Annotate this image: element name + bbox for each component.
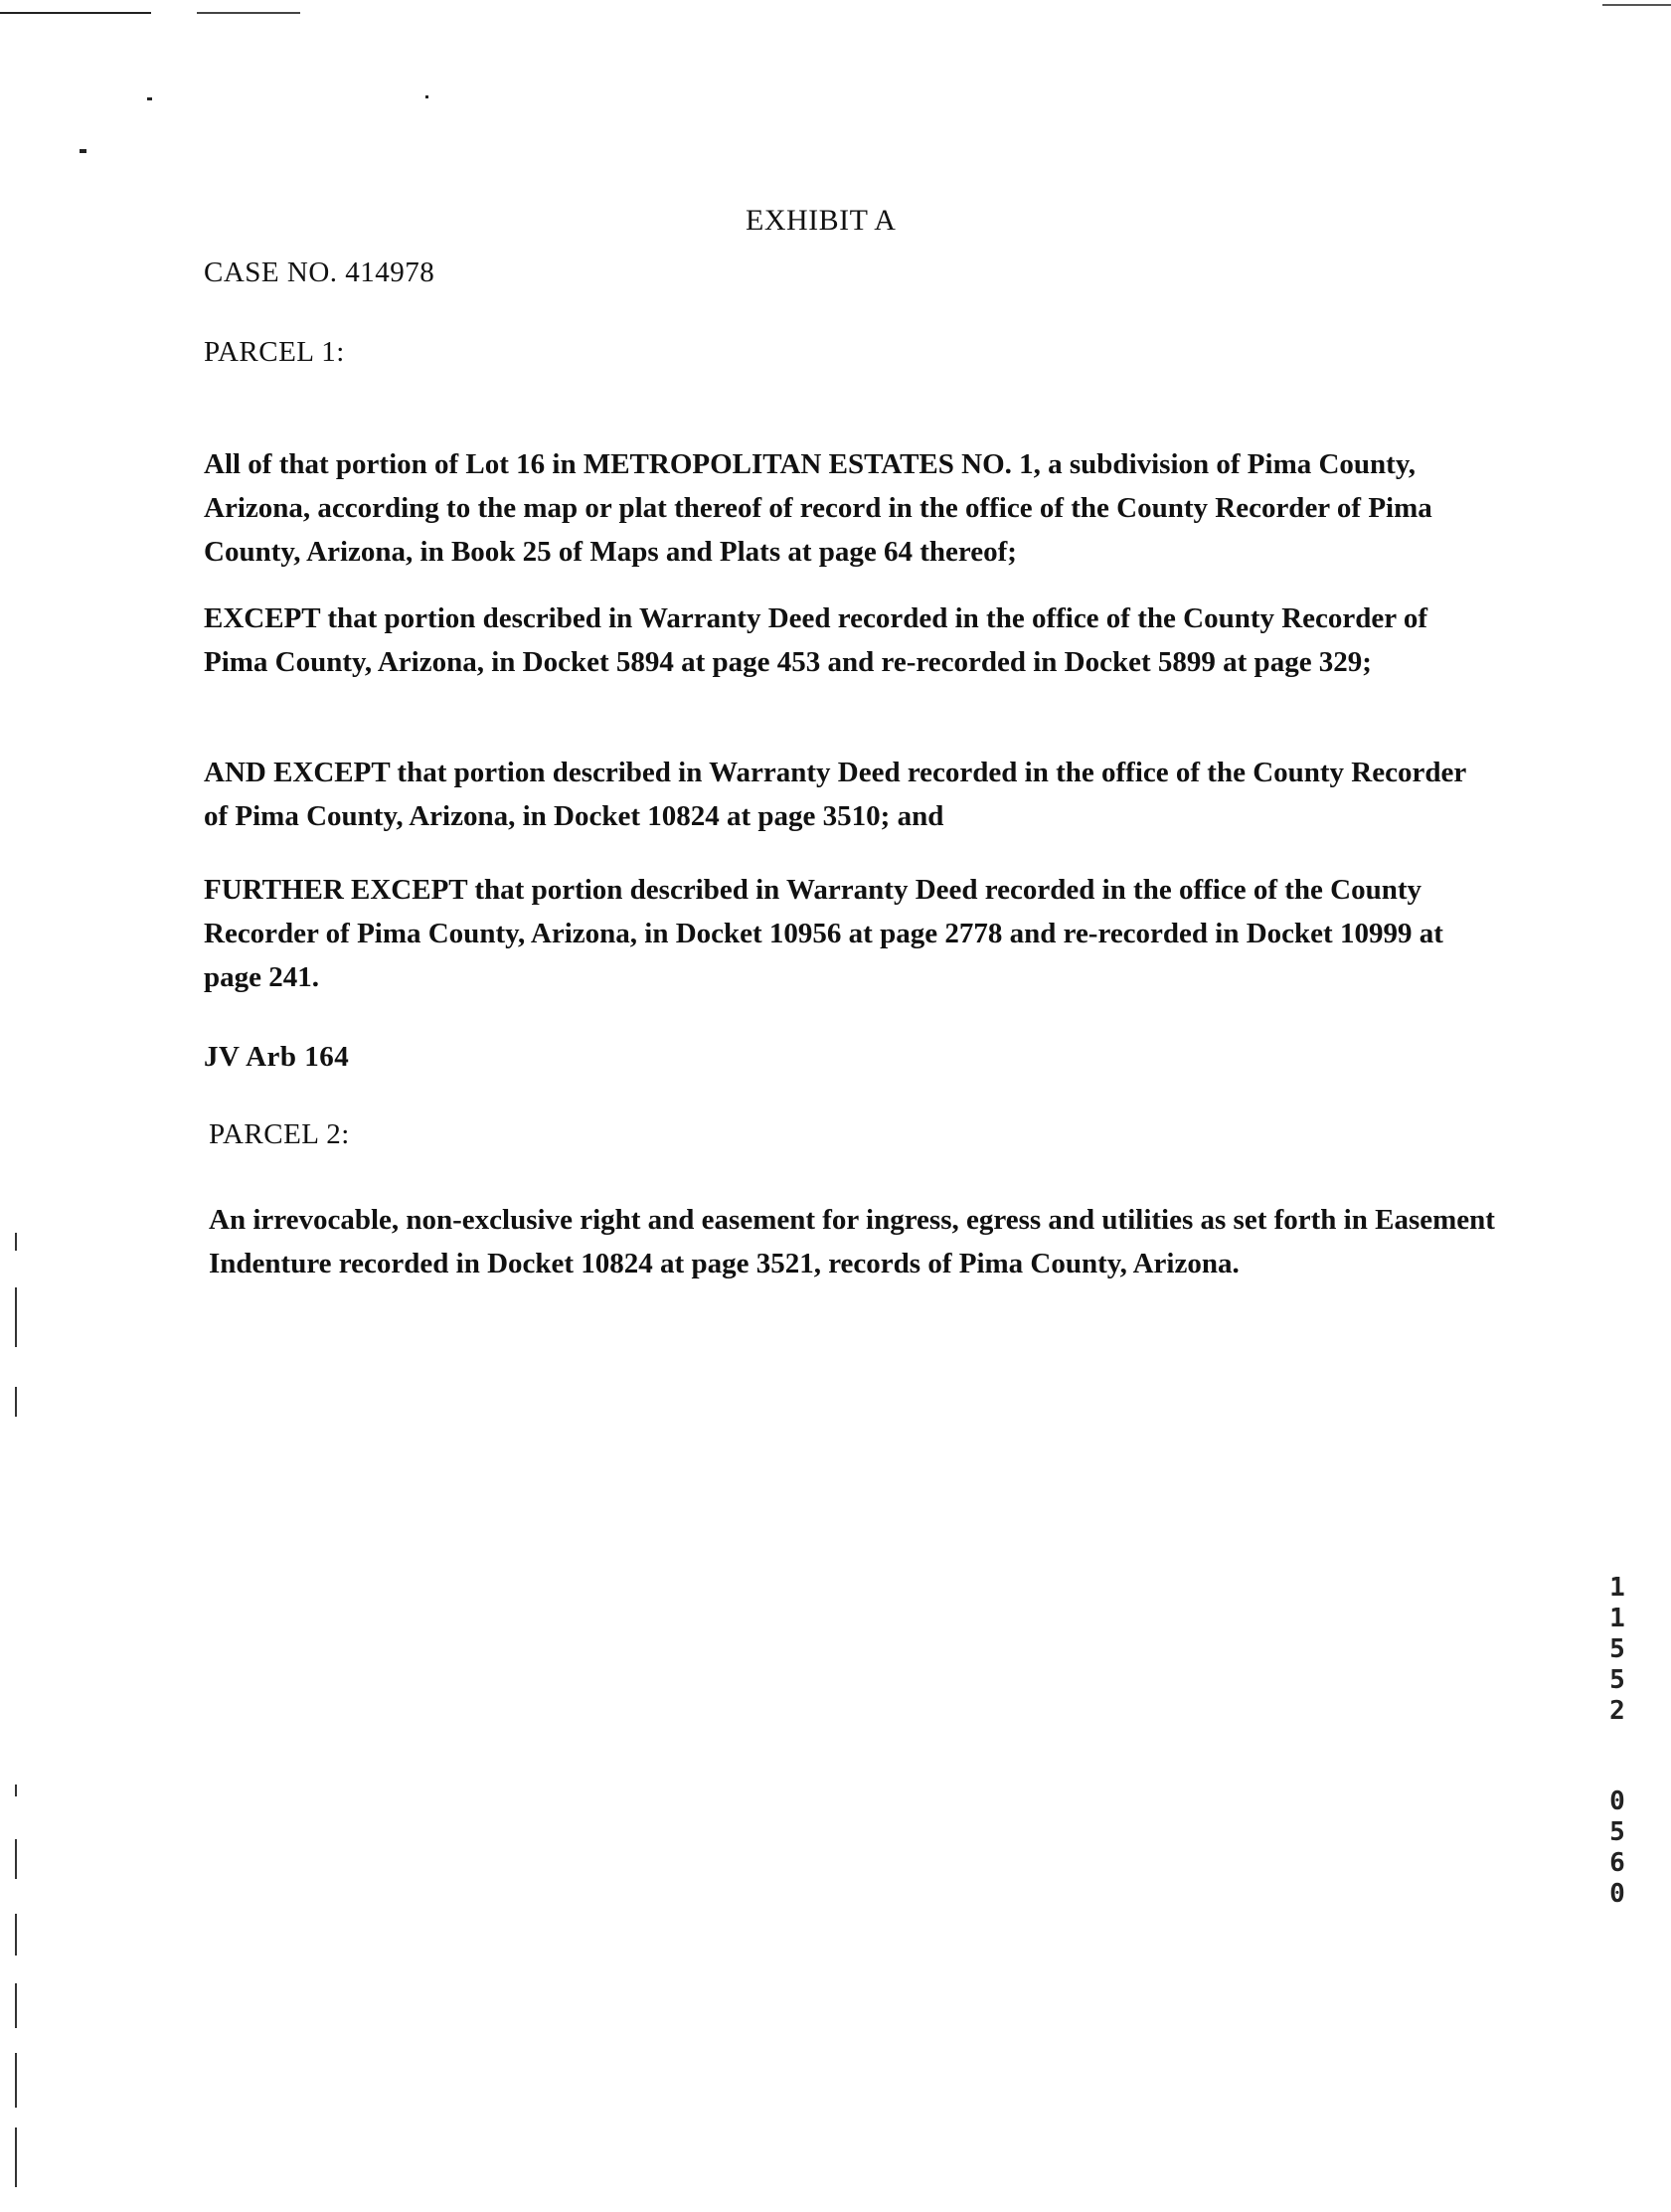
margin-mark	[15, 1839, 17, 1879]
margin-mark	[15, 2053, 17, 2108]
parcel-2-description: An irrevocable, non-exclusive right and easement for ingress, egress and utilities as set forth in Easement Indenture recorded in Docket 10824 at page 3521, records of Pima County, Arizona.	[209, 1204, 1495, 1279]
margin-mark	[15, 1287, 17, 1347]
exhibit-heading: EXHIBIT A	[746, 204, 897, 237]
margin-recording-stamp	[1602, 1573, 1632, 1910]
case-number: CASE NO. 414978	[204, 256, 435, 288]
margin-mark	[15, 1387, 17, 1417]
parcel-1-label: PARCEL 1:	[204, 336, 345, 368]
scan-speck	[425, 95, 428, 98]
stamp-lower-digits: 0560	[1609, 1787, 1625, 1909]
jv-reference: JV Arb 164	[204, 1041, 350, 1073]
parcel-1-description: All of that portion of Lot 16 in METROPOLITAN ESTATES NO. 1, a subdivision of Pima County, Arizona, according to the map or plat thereof of record in the office of the County Recorder of Pima County, Arizona, in Book 25 of Maps and Plats at page 64 thereof;	[204, 448, 1432, 568]
parcel-1-and-exception: AND EXCEPT that portion described in Warranty Deed recorded in the office of the County Recorder of Pima County, Arizona, in Docket 10824 at page 3510; and	[204, 757, 1466, 832]
parcel-1-further-exception: FURTHER EXCEPT that portion described in Warranty Deed recorded in the office of the County Recorder of Pima County, Arizona, in Docket 10956 at page 2778 and re-recorded in Docket 10999 at page 241.	[204, 874, 1443, 993]
margin-mark	[15, 1914, 17, 1956]
scan-artifact-rule	[1602, 4, 1671, 6]
stamp-upper-digits: 11552	[1609, 1573, 1625, 1726]
margin-mark	[15, 1785, 17, 1796]
margin-mark	[15, 1233, 17, 1251]
margin-mark	[15, 2127, 17, 2187]
scan-speck	[80, 149, 86, 153]
parcel-1-exception: EXCEPT that portion described in Warranty Deed recorded in the office of the County Recorder of Pima County, Arizona, in Docket 5894 at page 453 and re-recorded in Docket 5899 at page 329;	[204, 602, 1428, 678]
scan-speck	[147, 97, 152, 100]
scan-artifact-rule	[0, 12, 151, 14]
margin-mark	[15, 1983, 17, 2028]
parcel-2-label: PARCEL 2:	[209, 1118, 350, 1150]
scan-artifact-rule	[197, 12, 300, 14]
